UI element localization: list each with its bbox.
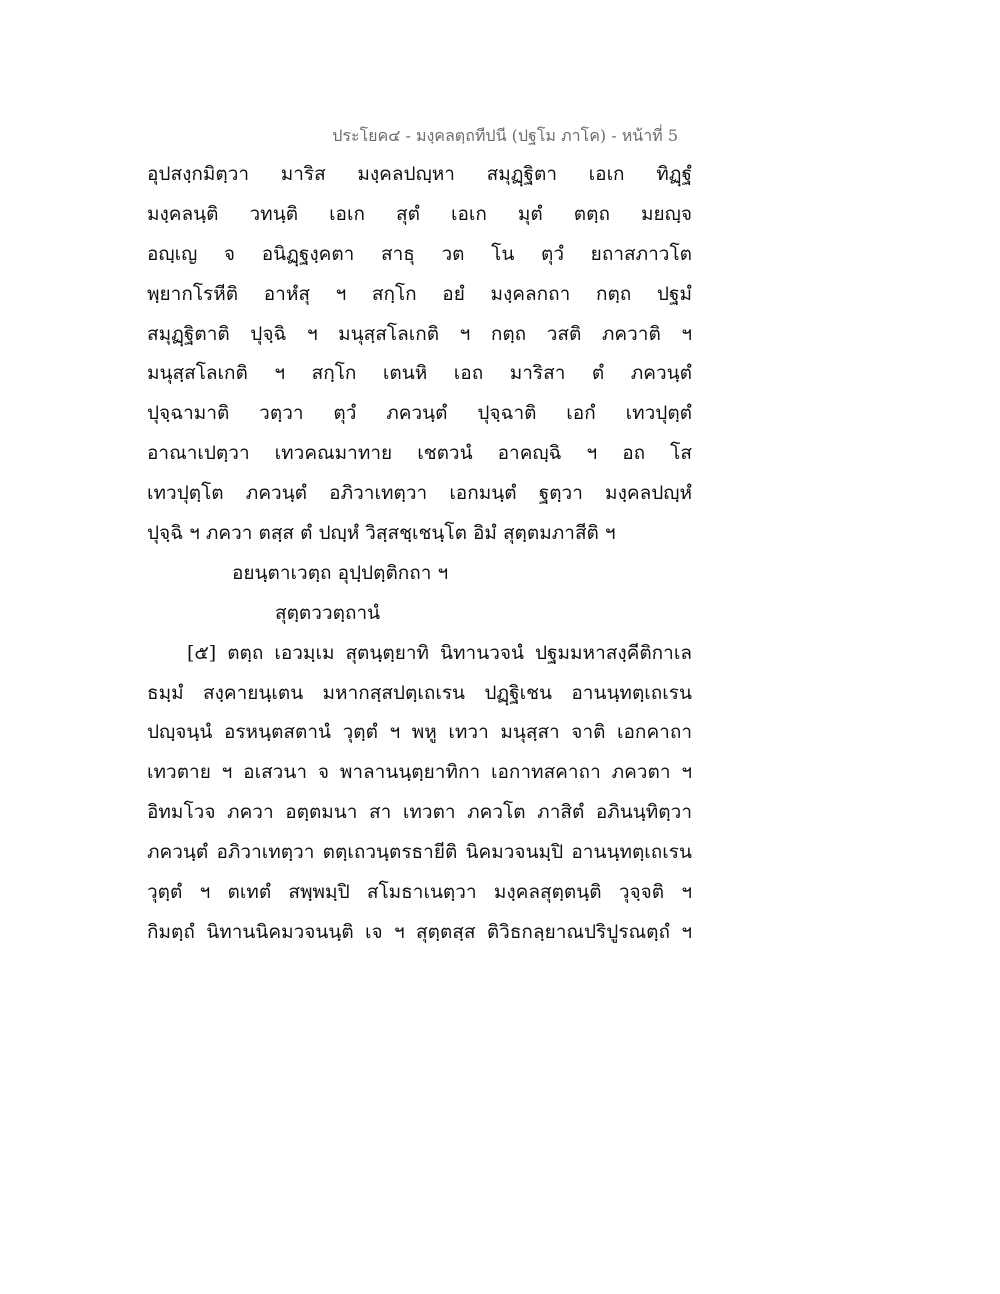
text-line: วุตฺตํ ฯ ตเทตํ สพฺพมฺปิ สโมธาเนตฺวา มงฺคลสุตฺตนฺติ วุจฺจติ ฯ (147, 881, 692, 904)
text-line: กิมตฺถํ นิทานนิคมวจนนฺติ เจ ฯ สุตฺตสฺส ติวิธกลฺยาณปริปูรณตฺถํ ฯ (147, 920, 692, 943)
text-line: อุปสงฺกมิตฺวา มาริส มงฺคลปญฺหา สมุฏฺฐิตา เอเก ทิฏฺฐํ (147, 163, 692, 185)
text-line: ปญฺจนฺนํ อรหนฺตสตานํ วุตฺตํ ฯ พหู เทวา มนุสฺสา จาติ เอกคาถา (147, 721, 692, 744)
text-line: อญฺเญ จ อนิฏฺฐงฺคตา สาธุ วต โน ตุวํ ยถาสภาวโต (147, 242, 692, 265)
paragraph-start-line: [๕] ตตฺถ เอวมฺเม สุตนฺตฺยาทิ นิทานวจนํ ปฐมมหาสงฺคีติกาเล (187, 641, 692, 664)
text-line: ธมฺมํ สงฺคายนฺเตน มหากสฺสปตฺเถเรน ปฏฺฐิเชน อานนฺทตฺเถเรน (147, 681, 692, 704)
text-line: ภควนฺตํ อภิวาเทตฺวา ตตฺเถวนฺตรธายีติ นิคมวจนมฺปิ อานนฺทตฺเถเรน (147, 841, 692, 864)
text-line: ปุจฺฉามาติ วตฺวา ตุวํ ภควนฺตํ ปุจฺฉาติ เอกํ เทวปุตฺตํ (147, 402, 692, 425)
colophon-line: อยนฺตาเวตฺถ อุปฺปตฺติกถา ฯ (232, 561, 449, 584)
text-line: มงฺคลนฺติ วทนฺติ เอเก สุตํ เอเก มุตํ ตตฺถ มยญฺจ (147, 202, 692, 225)
text-line: มนุสฺสโลเกติ ฯ สกฺโก เตนหิ เอถ มาริสา ตํ ภควนฺตํ (147, 362, 692, 385)
section-heading: สุตฺตววตฺถานํ (275, 601, 381, 624)
text-line: พฺยากโรหีติ อาหํสุ ฯ สกฺโก อยํ มงฺคลกถา กตฺถ ปฐมํ (147, 282, 692, 305)
text-line: สมุฏฺฐิตาติ ปุจฺฉิ ฯ มนุสฺสโลเกติ ฯ กตฺถ วสติ ภควาติ ฯ (147, 322, 692, 345)
body-text (147, 158, 692, 956)
text-line: อิทมโวจ ภควา อตฺตมนา สา เทวตา ภควโต ภาสิตํ อภินนฺทิตฺวา (147, 801, 692, 824)
running-header: ประโยค๔ - มงฺคลตฺถทีปนี (ปฐโม ภาโค) - หน้าที่ 5 (332, 126, 678, 145)
text-line: ปุจฺฉิ ฯ ภควา ตสฺส ตํ ปญฺหํ วิสฺสชฺเชนฺโต อิมํ สุตฺตมภาสีติ ฯ (147, 522, 616, 545)
text-line: เทวตาย ฯ อเสวนา จ พาลานนฺตฺยาทิกา เอกาทสคาถา ภควตา ฯ (147, 761, 692, 784)
text-line: อาณาเปตฺวา เทวคณมาทาย เชตวนํ อาคญฺฉิ ฯ อถ โส (147, 442, 692, 465)
text-line: เทวปุตฺโต ภควนฺตํ อภิวาเทตฺวา เอกมนฺตํ ฐตฺวา มงฺคลปญฺหํ (147, 482, 692, 505)
